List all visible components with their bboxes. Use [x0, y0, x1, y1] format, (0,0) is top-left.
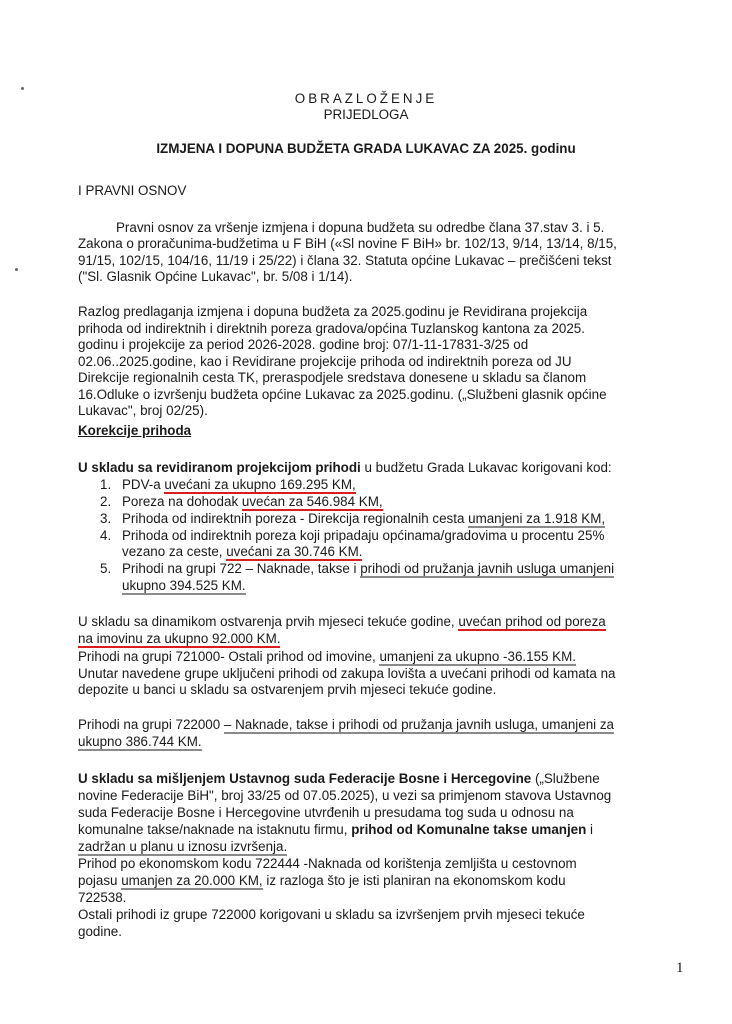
bold-phrase: U skladu sa revidiranom projekcijom prihodi	[78, 460, 361, 475]
gray-underlined-amount: umanjeni za ukupno -36.155 KM.	[379, 649, 576, 664]
document-subheading: PRIJEDLOGA	[323, 107, 409, 122]
text-line	[78, 838, 287, 855]
text-run: vezano za ceste,	[122, 544, 227, 559]
list-number: 3.	[100, 511, 112, 526]
text-run: i	[586, 822, 593, 837]
document-heading: OBRAZLOŽENJE	[294, 91, 438, 106]
text-run: pojasu	[78, 873, 122, 888]
list-item	[100, 476, 356, 493]
text-run: Prihodi na grupi 722 – Naknade, takse i	[122, 561, 361, 576]
gray-underlined-amount: – Naknade, takse i prihodi od pružanja javnih usluga, umanjeni za	[223, 717, 614, 732]
text-line	[78, 821, 593, 838]
text-run: Prihodi na grupi 721000- Ostali prihod od imovine,	[78, 649, 380, 664]
text-line	[78, 648, 576, 665]
gray-underlined-amount: ukupno 394.525 KM.	[122, 578, 246, 593]
page-number: 1	[676, 960, 684, 976]
subsection-heading: Korekcije prihoda	[78, 423, 192, 438]
text-line: Direkcije regionalnih cesta TK, preraspodjele sredstava donesene u skladu sa članom	[78, 370, 587, 385]
text-line	[78, 733, 202, 750]
gray-underlined-amount: umanjen za 20.000 KM,	[121, 873, 263, 888]
list-item	[100, 510, 605, 527]
section-heading: I PRAVNI OSNOV	[78, 183, 187, 198]
red-underlined-amount: uvećani za 30.746 KM.	[226, 544, 363, 559]
list-number: 5.	[100, 561, 112, 576]
text-line: novine Federacije BiH", broj 33/25 od 07.05.2025), u vezi sa primjenom stavova Ustavnog	[78, 788, 612, 803]
text-line	[78, 872, 566, 889]
list-item	[100, 527, 604, 544]
bold-phrase: prihod od Komunalne takse umanjen	[351, 822, 587, 837]
list-item-continuation	[122, 577, 246, 594]
red-underlined-amount: uvećani za ukupno 169.295 KM,	[164, 477, 356, 492]
document-title: IZMJENA I DOPUNA BUDŽETA GRADA LUKAVAC ZA 2025. godinu	[156, 141, 576, 156]
bold-phrase: U skladu sa mišljenjem Ustavnog suda Federacije Bosne i Hercegovine	[78, 771, 532, 786]
red-underlined-amount: na imovinu za ukupno 92.000 KM.	[78, 631, 281, 646]
text-line: Lukavac", broj 02/25).	[78, 403, 208, 418]
text-line: Ostali prihodi iz grupe 722000 korigovani u skladu sa izvršenjem prvih mjeseci tekuće	[78, 907, 585, 922]
text-line: suda Federacije Bosne i Hercegovine utvrđenih u presudama tog suda u odnosu na	[78, 805, 574, 820]
text-run: Prihodi na grupi 722000	[78, 717, 224, 732]
text-line: godine.	[78, 924, 122, 939]
text-line	[78, 716, 614, 733]
text-run: („Službene	[531, 771, 600, 786]
text-line: 722538.	[78, 890, 127, 905]
text-run: U skladu sa dinamikom ostvarenja prvih mjeseci tekuće godine,	[78, 614, 459, 629]
text-run: Prihoda od indirektnih poreza - Direkcija regionalnih cesta	[122, 511, 469, 526]
text-line: 91/15, 102/15, 104/16, 11/19 i 25/22) i člana 32. Statuta općine Lukavac – prečišćeni tekst	[78, 253, 612, 268]
text-line	[78, 613, 606, 630]
list-item-continuation	[122, 543, 362, 560]
text-line	[78, 459, 612, 476]
text-line: 02.06..2025.godine, kao i Revidirane projekcije prihoda od indirektnih poreza od JU	[78, 354, 572, 369]
text-line: Unutar navedene grupe uključeni prihodi od zakupa lovišta a uvećani prihodi od kamata na	[78, 666, 616, 681]
list-item	[100, 560, 614, 577]
text-line: godinu i projekcije za period 2026-2028. godine broj: 07/1-11-17831-3/25 od	[78, 337, 529, 352]
scan-speck	[15, 268, 18, 271]
list-number: 1.	[100, 477, 112, 492]
text-run: iz razloga što je isti planiran na ekonomskom kodu	[262, 873, 566, 888]
gray-underlined-amount: umanjeni za 1.918 KM,	[468, 511, 606, 526]
text-line: Razlog predlaganja izmjena i dopuna budžeta za 2025.godinu je Revidirana projekcija	[78, 304, 588, 319]
text-line: ("Sl. Glasnik Općine Lukavac", br. 5/08 i 1/14).	[78, 269, 353, 284]
text-line: depozite u banci u skladu sa ostvarenjem prvih mjeseci tekuće godine.	[78, 682, 497, 697]
text-line: Zakona o proračunima-budžetima u F BiH («Sl novine F BiH» br. 102/13, 9/14, 13/14, 8/15,	[78, 236, 617, 251]
text-line: Pravni osnov za vršenje izmjena i dopuna budžeta su odredbe člana 37.stav 3. i 5.	[116, 220, 605, 235]
gray-underlined-amount: prihodi od pružanja javnih usluga umanjeni	[360, 561, 615, 576]
list-item	[100, 493, 383, 510]
text-run: Prihoda od indirektnih poreza koji pripadaju općinama/gradovima u procentu 25%	[122, 528, 605, 543]
text-line: Prihod po ekonomskom kodu 722444 -Naknada od korištenja zemljišta u cestovnom	[78, 856, 577, 871]
text-line: prihoda od indirektnih i direktnih poreza gradova/općina Tuzlanskog kantona za 2025.	[78, 321, 585, 336]
text-run: u budžetu Grada Lukavac korigovani kod:	[360, 460, 612, 475]
list-number: 2.	[100, 494, 112, 509]
text-run: PDV-a	[122, 477, 165, 492]
text-run: Poreza na dohodak	[122, 494, 242, 509]
gray-underlined-phrase: zadržan u planu u iznosu izvršenja.	[78, 839, 288, 854]
text-line: 16.Odluke o izvršenju budžeta općine Lukavac za 2025.godinu. („Službeni glasnik općine	[78, 387, 607, 402]
list-number: 4.	[100, 528, 112, 543]
text-run: komunalne takse/naknade na istaknutu firmu,	[78, 822, 352, 837]
red-underlined-amount: uvećan prihod od poreza	[458, 614, 606, 629]
gray-underlined-amount: ukupno 386.744 KM.	[78, 734, 202, 749]
text-line	[78, 630, 280, 647]
red-underlined-amount: uvećan za 546.984 KM,	[241, 494, 383, 509]
text-line	[78, 770, 600, 787]
